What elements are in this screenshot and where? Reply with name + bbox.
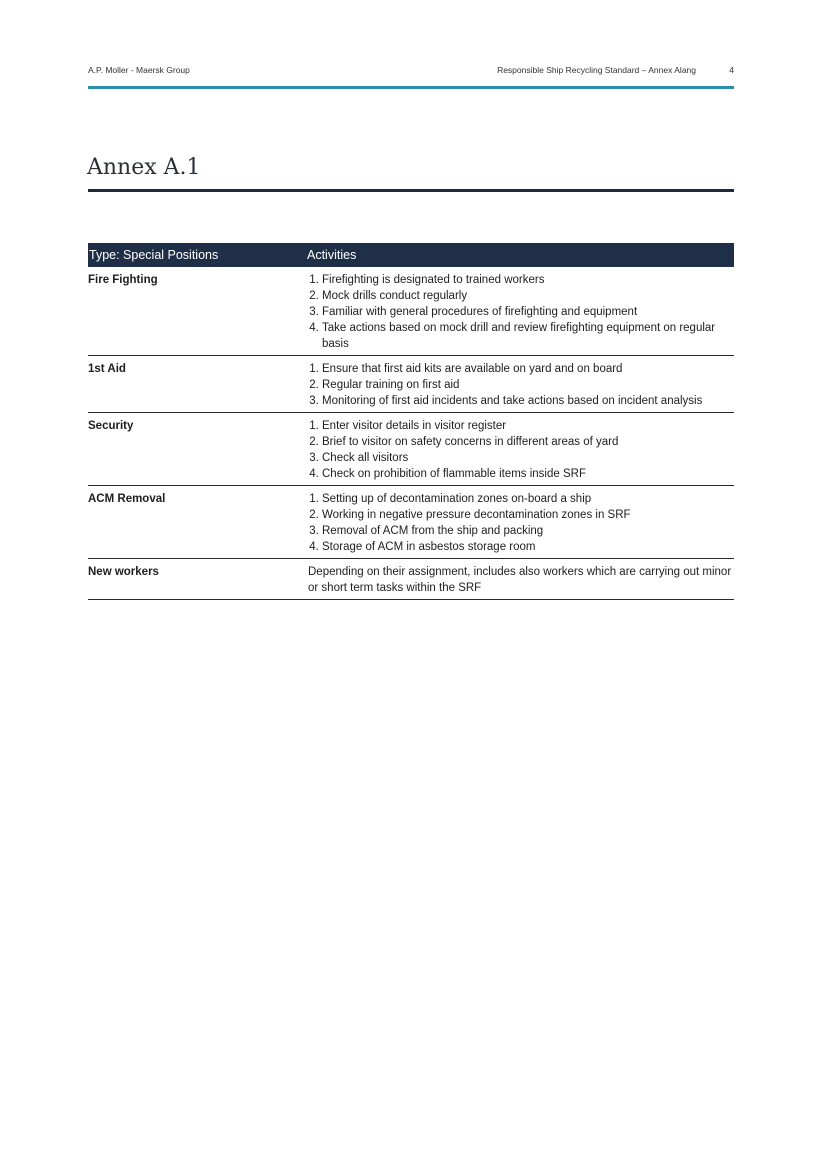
list-item: 3. Familiar with general procedures of firefighting and equipment (322, 304, 734, 320)
list-item: 1. Setting up of decontamination zones on-board a ship (322, 491, 734, 507)
activity-list (308, 272, 734, 352)
list-item: 4. Check on prohibition of flammable items inside SRF (322, 466, 734, 482)
table-row (88, 559, 734, 600)
table-row (88, 486, 734, 559)
column-header-activities: Activities (288, 243, 734, 267)
header-document-title: Responsible Ship Recycling Standard – Annex Alang (497, 65, 696, 75)
page-header (88, 65, 734, 79)
position-fire-fighting: Fire Fighting (88, 267, 288, 356)
activities-security (288, 413, 734, 486)
list-item: 4. Take actions based on mock drill and review firefighting equipment on regular basis (322, 320, 734, 352)
annex-title: Annex A.1 (87, 155, 201, 180)
table-row (88, 413, 734, 486)
list-item: 2. Mock drills conduct regularly (322, 288, 734, 304)
header-divider (88, 86, 734, 89)
table-header-row (88, 243, 734, 267)
activity-list (308, 491, 734, 555)
table-row (88, 356, 734, 413)
activities-acm-removal (288, 486, 734, 559)
list-item: 2. Working in negative pressure decontamination zones in SRF (322, 507, 734, 523)
list-item: 1. Ensure that first aid kits are available on yard and on board (322, 361, 734, 377)
list-item: 1. Firefighting is designated to trained workers (322, 272, 734, 288)
activities-new-workers (288, 559, 734, 600)
activity-list (308, 361, 734, 409)
activities-fire-fighting (288, 267, 734, 356)
new-workers-description: Depending on their assignment, includes also workers which are carrying out minor or short term tasks within the SRF (308, 566, 732, 594)
header-page-number: 4 (729, 65, 734, 75)
table-row (88, 267, 734, 356)
position-security: Security (88, 413, 288, 486)
activity-list (308, 418, 734, 482)
title-divider (88, 189, 734, 192)
list-item: 1. Enter visitor details in visitor register (322, 418, 734, 434)
list-item: 2. Brief to visitor on safety concerns in different areas of yard (322, 434, 734, 450)
list-item: 3. Removal of ACM from the ship and packing (322, 523, 734, 539)
position-1st-aid: 1st Aid (88, 356, 288, 413)
list-item: 3. Check all visitors (322, 450, 734, 466)
activities-1st-aid (288, 356, 734, 413)
position-new-workers: New workers (88, 559, 288, 600)
column-header-type: Type: Special Positions (88, 243, 288, 267)
list-item: 4. Storage of ACM in asbestos storage room (322, 539, 734, 555)
list-item: 3. Monitoring of first aid incidents and take actions based on incident analysis (322, 393, 734, 409)
position-acm-removal: ACM Removal (88, 486, 288, 559)
list-item: 2. Regular training on first aid (322, 377, 734, 393)
header-organization: A.P. Moller - Maersk Group (88, 65, 190, 75)
special-positions-table (88, 243, 734, 600)
